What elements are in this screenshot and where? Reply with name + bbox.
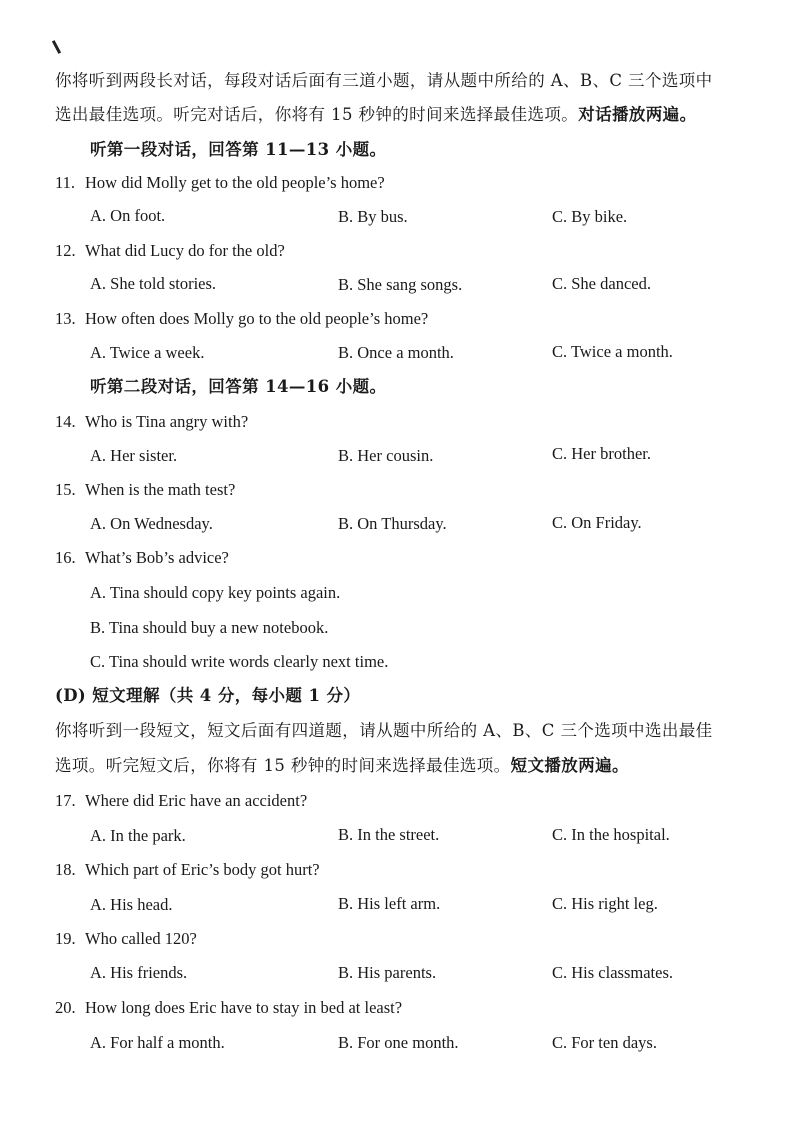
question-text: How often does Molly go to the old people’s home? — [85, 309, 429, 328]
question-20 — [55, 997, 402, 1019]
q17-option-c: C. In the hospital. — [552, 825, 670, 844]
question-number: 11. — [55, 173, 76, 192]
question-text: When is the math test? — [85, 480, 236, 499]
question-19 — [55, 928, 197, 950]
intro-line-2-bold: 对话播放两遍。 — [578, 105, 697, 124]
scan-mark — [52, 40, 61, 54]
question-number: 12. — [55, 241, 76, 260]
question-text: Which part of Eric’s body got hurt? — [85, 860, 320, 879]
intro-line-2 — [55, 104, 697, 126]
question-text: What did Lucy do for the old? — [85, 241, 285, 260]
q12-option-b: B. She sang songs. — [338, 275, 463, 294]
part-d-line-2-bold: 短文播放两遍。 — [510, 756, 629, 775]
q13-option-a: A. Twice a week. — [90, 343, 205, 362]
q17-option-a: A. In the park. — [90, 826, 186, 845]
part-d-line-2 — [55, 755, 629, 777]
q19-option-a: A. His friends. — [90, 963, 188, 982]
question-12 — [55, 240, 285, 262]
question-text: Who is Tina angry with? — [85, 412, 249, 431]
question-15 — [55, 479, 235, 501]
q12-option-a: A. She told stories. — [90, 274, 217, 293]
q20-option-b: B. For one month. — [338, 1033, 459, 1052]
q18-option-a: A. His head. — [90, 895, 173, 914]
q16-option-c: C. Tina should write words clearly next time. — [90, 652, 389, 671]
intro-line-1: 你将听到两段长对话，每段对话后面有三道小题，请从题中所给的 A、B、C 三个选项中 — [55, 71, 713, 90]
q15-option-c: C. On Friday. — [552, 513, 642, 532]
question-number: 15. — [55, 480, 76, 499]
q14-option-b: B. Her cousin. — [338, 446, 434, 465]
q18-option-b: B. His left arm. — [338, 894, 441, 913]
question-14 — [55, 411, 248, 433]
q11-option-b: B. By bus. — [338, 207, 408, 226]
section-2-heading: 听第二段对话，回答第 14—16 小题。 — [90, 377, 387, 396]
question-number: 19. — [55, 929, 76, 948]
question-18 — [55, 859, 320, 881]
q17-option-b: B. In the street. — [338, 825, 440, 844]
q16-option-a: A. Tina should copy key points again. — [90, 583, 341, 602]
question-number: 18. — [55, 860, 76, 879]
q20-option-c: C. For ten days. — [552, 1033, 657, 1052]
part-d-line-1: 你将听到一段短文，短文后面有四道题，请从题中所给的 A、B、C 三个选项中选出最佳 — [55, 721, 713, 740]
q19-option-c: C. His classmates. — [552, 963, 673, 982]
part-d-line-2-text: 选项。听完短文后，你将有 15 秒钟的时间来选择最佳选项。 — [55, 756, 511, 775]
q14-option-c: C. Her brother. — [552, 444, 651, 463]
question-number: 20. — [55, 998, 76, 1017]
q12-option-c: C. She danced. — [552, 274, 651, 293]
question-16 — [55, 547, 229, 569]
question-11 — [55, 172, 385, 194]
q20-option-a: A. For half a month. — [90, 1033, 225, 1052]
q19-option-b: B. His parents. — [338, 963, 437, 982]
question-17 — [55, 790, 307, 812]
question-number: 13. — [55, 309, 76, 328]
q11-option-a: A. On foot. — [90, 206, 166, 225]
q13-option-b: B. Once a month. — [338, 343, 454, 362]
q11-option-c: C. By bike. — [552, 207, 628, 226]
q15-option-a: A. On Wednesday. — [90, 514, 213, 533]
part-d-heading: (D) 短文理解（共 4 分，每小题 1 分） — [55, 686, 361, 705]
q14-option-a: A. Her sister. — [90, 446, 178, 465]
question-number: 14. — [55, 412, 76, 431]
intro-line-2-text: 选出最佳选项。听完对话后，你将有 15 秒钟的时间来选择最佳选项。 — [55, 105, 579, 124]
q18-option-c: C. His right leg. — [552, 894, 658, 913]
section-1-heading: 听第一段对话，回答第 11—13 小题。 — [90, 140, 387, 159]
question-text: How long does Eric have to stay in bed at least? — [85, 998, 403, 1017]
question-text: How did Molly get to the old people’s home? — [85, 173, 385, 192]
q15-option-b: B. On Thursday. — [338, 514, 447, 533]
question-number: 16. — [55, 548, 76, 567]
question-number: 17. — [55, 791, 76, 810]
question-text: What’s Bob’s advice? — [85, 548, 229, 567]
q16-option-b: B. Tina should buy a new notebook. — [90, 618, 329, 637]
q13-option-c: C. Twice a month. — [552, 342, 673, 361]
question-text: Who called 120? — [85, 929, 197, 948]
question-13 — [55, 308, 428, 330]
question-text: Where did Eric have an accident? — [85, 791, 308, 810]
